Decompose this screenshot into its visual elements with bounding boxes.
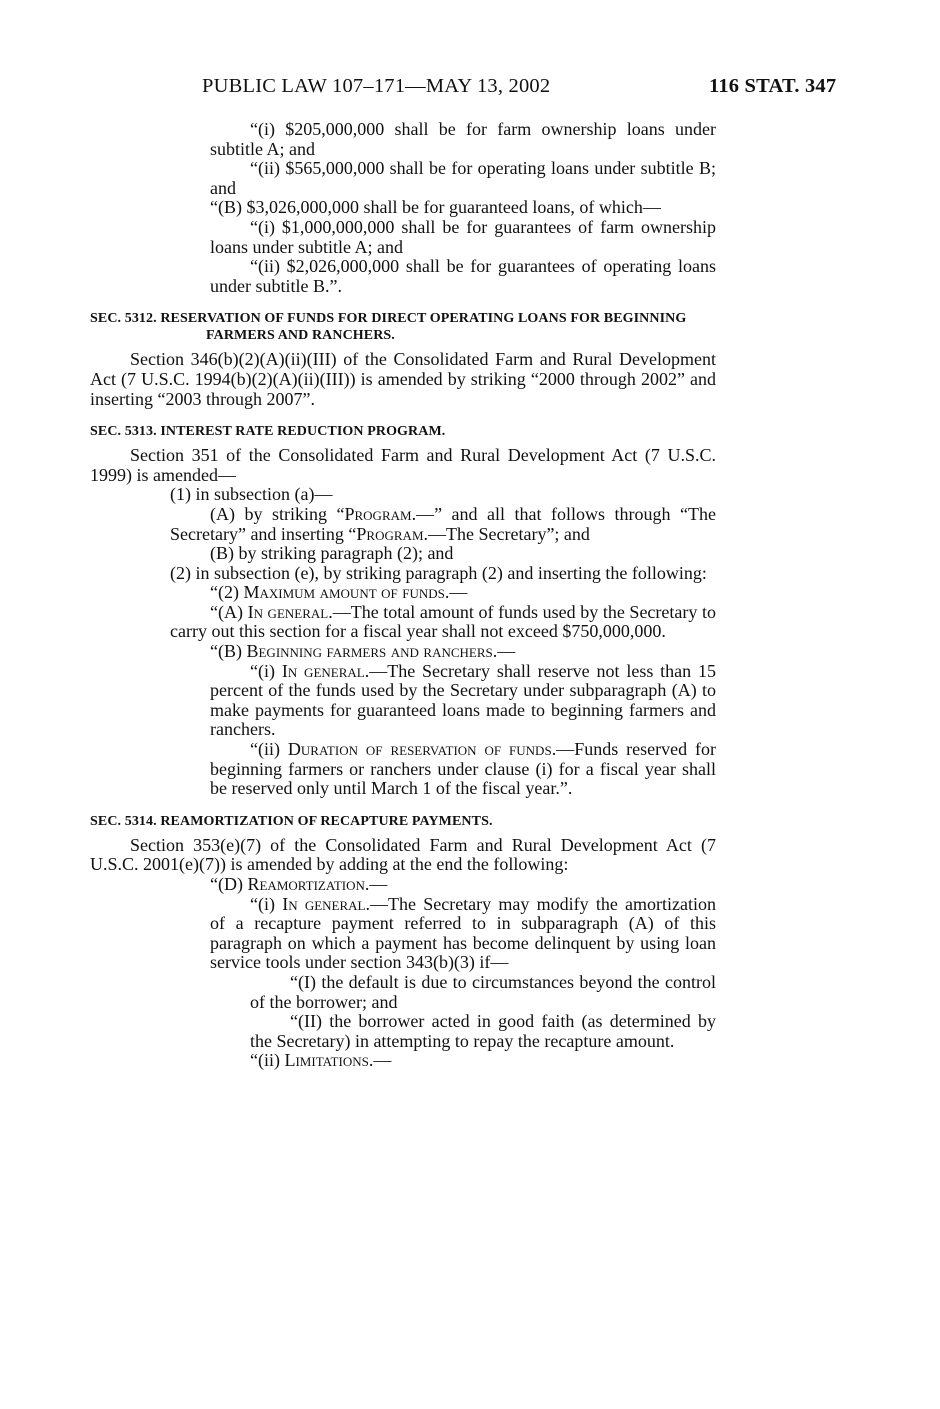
running-header: PUBLIC LAW 107–171—MAY 13, 2002 bbox=[202, 75, 551, 97]
paragraph: (1) in subsection (a)— bbox=[170, 484, 333, 505]
paragraph: (2) in subsection (e), by striking paragraph (2) and inserting the following: bbox=[170, 562, 707, 583]
paragraph: “(2) Maximum amount of funds.— bbox=[210, 582, 468, 603]
paragraph: “(II) the borrower acted in good faith (as determined by the Secretary) in attempting to repay the recapture amount. bbox=[250, 1011, 716, 1051]
paragraph: “(ii) $2,026,000,000 shall be for guarantees of operating loans under subtitle B.”. bbox=[210, 256, 716, 296]
paragraph: “(i) $205,000,000 shall be for farm ownership loans under subtitle A; and bbox=[210, 119, 716, 159]
paragraph: “(ii) $565,000,000 shall be for operating loans under subtitle B; and bbox=[210, 158, 716, 198]
section-text: Section 353(e)(7) of the Consolidated Farm and Rural Development Act (7 U.S.C. 2001(e)(7)) is amended by adding at the end the following: bbox=[90, 834, 716, 875]
paragraph: “(B) Beginning farmers and ranchers.— bbox=[210, 641, 516, 662]
paragraph: “(B) $3,026,000,000 shall be for guaranteed loans, of which— bbox=[210, 197, 661, 218]
section-text: Section 351 of the Consolidated Farm and Rural Development Act (7 U.S.C. 1999) is amended— bbox=[90, 445, 716, 485]
paragraph: “(i) $1,000,000,000 shall be for guarantees of farm ownership loans under subtitle A; and bbox=[210, 216, 716, 257]
paragraph: “(i) In general.—The Secretary shall reserve not less than 15 percent of the funds used by the Secretary under subparagraph (A) to make payments for guaranteed loans made to beginning farmers and ranchers. bbox=[210, 660, 717, 740]
section-heading: SEC. 5312. RESERVATION OF FUNDS FOR DIRECT OPERATING LOANS FOR BEGINNING FARMERS AND RANCHERS. bbox=[90, 311, 687, 344]
paragraph: (B) by striking paragraph (2); and bbox=[210, 543, 454, 564]
paragraph: “(ii) Duration of reservation of funds.—Funds reserved for beginning farmers or ranchers under clause (i) for a fiscal year shall be reserved only until March 1 of the fiscal year.”. bbox=[210, 739, 717, 799]
paragraph: “(D) Reamortization.— bbox=[210, 874, 388, 894]
section-text: Section 346(b)(2)(A)(ii)(III) of the Consolidated Farm and Rural Development Act (7 U.S.C. 1994(b)(2)(A)(ii)(III)) is amended by striking “2000 through 2002” and inserting “2003 through 2007”. bbox=[90, 349, 716, 409]
paragraph: (A) by striking “Program.—” and all that follows through “The Secretary” and inserting “Program.—The Secretary”; and bbox=[170, 503, 716, 544]
section-heading: SEC. 5313. INTEREST RATE REDUCTION PROGRAM. bbox=[90, 424, 446, 440]
paragraph: “(i) In general.—The Secretary may modify the amortization of a recapture payment referred to in subparagraph (A) of this paragraph on which a payment has become delinquent by using loan service tools under section 343(b)(3) if— bbox=[210, 893, 717, 973]
document-body bbox=[90, 120, 716, 1071]
section-heading: SEC. 5314. REAMORTIZATION OF RECAPTURE PAYMENTS. bbox=[90, 813, 493, 829]
page-citation: 116 STAT. 347 bbox=[709, 75, 837, 97]
paragraph: “(I) the default is due to circumstances beyond the control of the borrower; and bbox=[250, 971, 716, 1012]
paragraph: “(ii) Limitations.— bbox=[250, 1050, 392, 1071]
paragraph: “(A) In general.—The total amount of funds used by the Secretary to carry out this section for a fiscal year shall not exceed $750,000,000. bbox=[170, 601, 716, 642]
